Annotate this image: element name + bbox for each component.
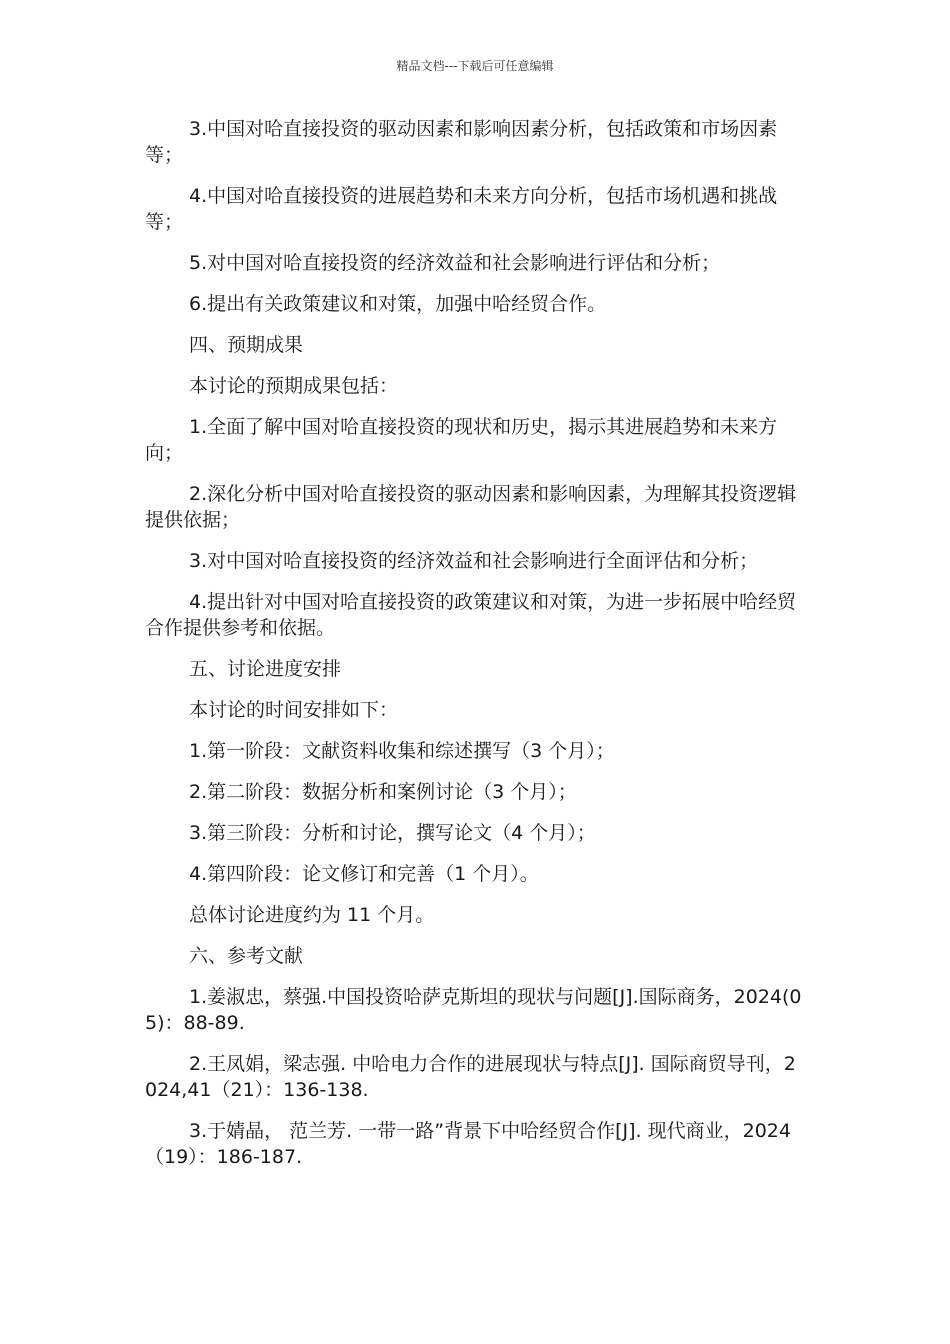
reference-item-1: 1.姜淑忠，蔡强.中国投资哈萨克斯坦的现状与问题[J].国际商务，2024(05)：88-89. [145, 986, 802, 1034]
paragraph-expected-result-4: 4.提出针对中国对哈直接投资的政策建议和对策，为进一步拓展中哈经贸合作提供参考和依据。 [145, 591, 797, 639]
paragraph-research-item-6: 6.提出有关政策建议和对策，加强中哈经贸合作。 [189, 293, 607, 315]
paragraph-research-item-5: 5.对中国对哈直接投资的经济效益和社会影响进行评估和分析； [189, 252, 721, 274]
reference-item-2: 2.王凤娟，梁志强. 中哈电力合作的进展现状与特点[J]. 国际商贸导刊，2024,41（21）：136-138. [145, 1053, 796, 1101]
paragraph-schedule-stage-1: 1.第一阶段：文献资料收集和综述撰写（3 个月）； [189, 740, 615, 762]
paragraph-research-item-3: 3.中国对哈直接投资的驱动因素和影响因素分析，包括政策和市场因素等； [145, 118, 778, 166]
paragraph-research-item-4: 4.中国对哈直接投资的进展趋势和未来方向分析，包括市场机遇和挑战等； [145, 185, 778, 233]
paragraph-schedule-intro: 本讨论的时间安排如下： [189, 699, 399, 721]
paragraph-schedule-stage-2: 2.第二阶段：数据分析和案例讨论（3 个月）； [189, 781, 577, 803]
reference-item-3: 3.于婧晶， 范兰芳. 一带一路”背景下中哈经贸合作[J]. 现代商业，2024（19）：186-187. [145, 1120, 791, 1168]
paragraph-expected-result-2: 2.深化分析中国对哈直接投资的驱动因素和影响因素，为理解其投资逻辑提供依据； [145, 483, 797, 531]
paragraph-expected-results-intro: 本讨论的预期成果包括： [189, 375, 399, 397]
document-body [145, 116, 805, 1185]
paragraph-schedule-stage-3: 3.第三阶段：分析和讨论，撰写论文（4 个月）； [189, 822, 596, 844]
section-heading-references: 六、参考文献 [189, 945, 304, 967]
paragraph-expected-result-1: 1.全面了解中国对哈直接投资的现状和历史，揭示其进展趋势和未来方向； [145, 416, 778, 464]
page-header: 精品文档---下载后可任意编辑 [396, 59, 554, 73]
paragraph-expected-result-3: 3.对中国对哈直接投资的经济效益和社会影响进行全面评估和分析； [189, 550, 759, 572]
paragraph-schedule-stage-4: 4.第四阶段：论文修订和完善（1 个月）。 [189, 863, 539, 885]
section-heading-expected-results: 四、预期成果 [189, 334, 304, 356]
paragraph-schedule-total: 总体讨论进度约为 11 个月。 [189, 904, 435, 926]
section-heading-schedule: 五、讨论进度安排 [189, 658, 342, 680]
